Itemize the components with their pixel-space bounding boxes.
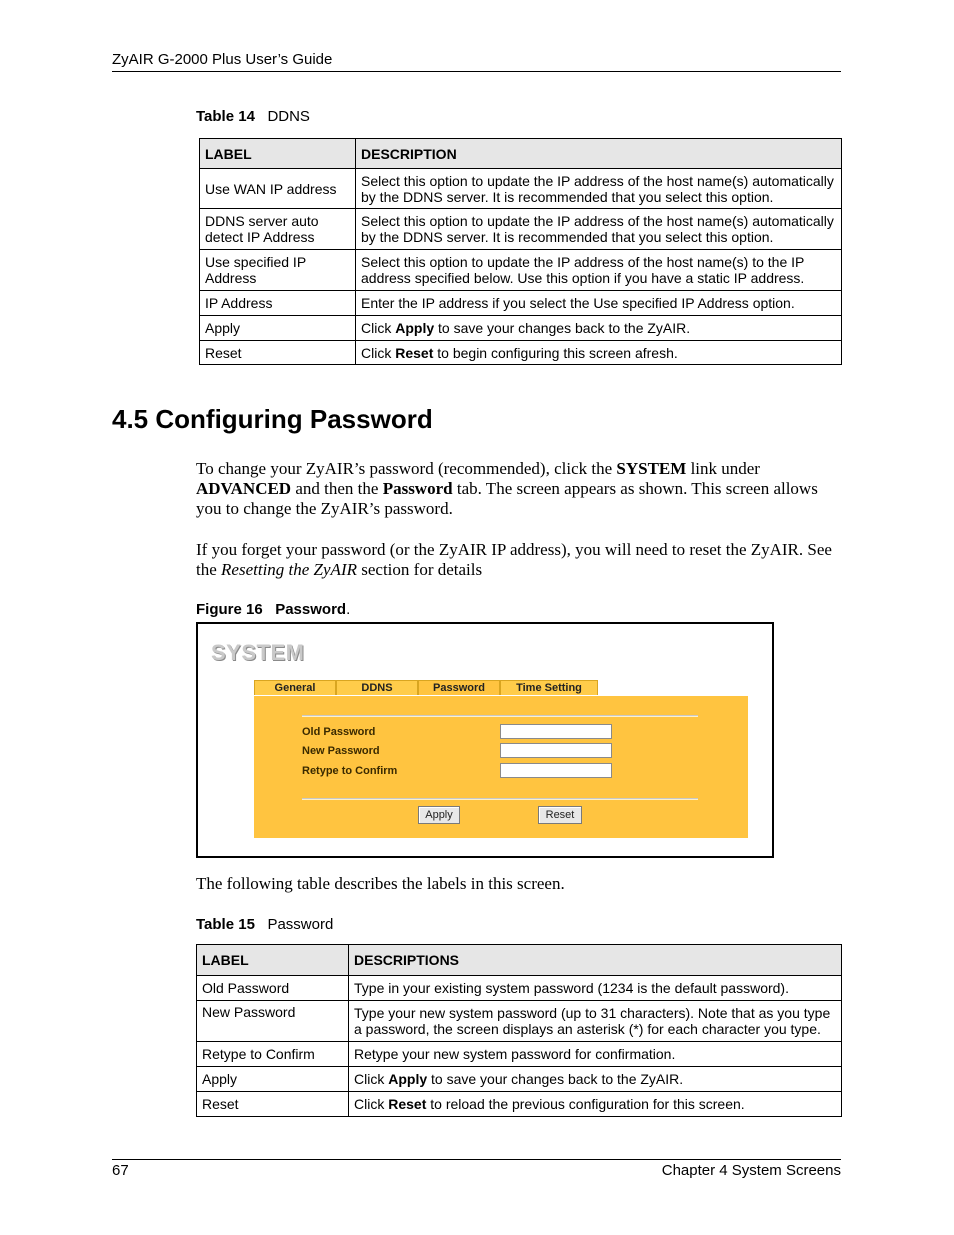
section-heading: 4.5 Configuring Password <box>112 404 433 434</box>
figure16-caption-title: Password <box>275 601 347 618</box>
row-label: Use WAN IP address <box>200 169 356 209</box>
table-row <box>200 250 842 291</box>
column-header-descriptions: DESCRIPTIONS <box>349 945 842 976</box>
table-row <box>200 209 842 250</box>
desc-text: Click <box>354 1071 389 1087</box>
desc-bold: Reset <box>388 1096 427 1112</box>
row-description: Select this option to update the IP address of the host name(s) to the IP address specified below. Use this option if you have a static IP address. <box>356 250 842 291</box>
ddns-table <box>199 138 842 365</box>
row-label: Use specified IP Address <box>200 250 356 291</box>
figure16-caption-number: Figure 16 <box>196 601 263 618</box>
text-run: If you forget your password (or the ZyAIR IP address), you will need to reset the ZyAIR. See the <box>196 540 832 579</box>
desc-bold: Apply <box>395 320 435 336</box>
desc-text: Click <box>361 320 396 336</box>
row-label: Reset <box>197 1092 349 1117</box>
table-row <box>197 1042 842 1067</box>
tab-time-setting[interactable]: Time Setting <box>500 680 598 695</box>
desc-bold: Reset <box>395 344 434 361</box>
table-header-row <box>197 945 842 976</box>
table-row <box>197 1067 842 1092</box>
table14-caption-number: Table 14 <box>196 108 255 125</box>
desc-text: to save your changes back to the ZyAIR. <box>427 1071 684 1087</box>
row-label: Apply <box>197 1067 349 1092</box>
password-form-panel <box>254 696 748 838</box>
table-row <box>197 1092 842 1117</box>
table15-caption-title: Password <box>267 916 334 933</box>
table-row <box>200 291 842 316</box>
row-description: Select this option to update the IP address of the host name(s) automatically by the DDNS server. It is recommended that you select this option. <box>356 169 842 209</box>
table-row <box>200 341 842 365</box>
table15-caption-number: Table 15 <box>196 916 255 933</box>
tab-general[interactable]: General <box>254 680 336 695</box>
desc-text: Click <box>354 1096 389 1112</box>
header-rule <box>112 71 841 72</box>
retype-confirm-label: Retype to Confirm <box>302 765 398 777</box>
row-description: Retype your new system password for confirmation. <box>349 1042 842 1067</box>
password-table <box>196 944 842 1117</box>
apply-button[interactable]: Apply <box>418 806 460 824</box>
table-intro-paragraph: The following table describes the labels in this screen. <box>196 874 565 893</box>
desc-text: to save your changes back to the ZyAIR. <box>434 320 691 336</box>
password-screen-figure <box>196 622 774 858</box>
retype-confirm-input[interactable] <box>500 763 612 778</box>
new-password-input[interactable] <box>500 743 612 758</box>
desc-text: Click <box>361 344 396 361</box>
row-description: Select this option to update the IP address of the host name(s) automatically by the DDNS server. It is recommended that you select this option. <box>356 209 842 250</box>
table-row <box>200 169 842 209</box>
row-description <box>356 341 842 365</box>
row-label: Apply <box>200 316 356 341</box>
row-label: Retype to Confirm <box>197 1042 349 1067</box>
row-description: Type your new system password (up to 31 characters). Note that as you type a password, the screen displays an asterisk (*) for each character you type. <box>349 1001 842 1042</box>
text-italic: Resetting the ZyAIR <box>221 560 357 579</box>
desc-text: to reload the previous configuration for this screen. <box>426 1096 745 1112</box>
reset-button[interactable]: Reset <box>538 806 582 824</box>
text-run: To change your ZyAIR’s password (recommended), click the <box>196 459 617 478</box>
table15-caption <box>196 916 333 933</box>
table-header-row <box>200 139 842 169</box>
column-header-label: LABEL <box>200 139 356 169</box>
tab-ddns[interactable]: DDNS <box>336 680 418 695</box>
row-label: IP Address <box>200 291 356 316</box>
tab-password[interactable]: Password <box>418 680 500 695</box>
system-screen-title: SYSTEM <box>211 640 305 665</box>
old-password-label: Old Password <box>302 726 376 738</box>
intro-paragraph <box>196 459 841 519</box>
chapter-title: Chapter 4 System Screens <box>661 1162 841 1179</box>
row-description: Type in your existing system password (1234 is the default password). <box>349 976 842 1001</box>
row-label: New Password <box>197 1001 349 1042</box>
new-password-label: New Password <box>302 745 380 757</box>
desc-bold: Apply <box>388 1071 428 1087</box>
text-bold: Password <box>382 479 453 498</box>
text-run: link under <box>686 459 760 478</box>
table-row <box>197 1001 842 1042</box>
old-password-input[interactable] <box>500 724 612 739</box>
row-description <box>349 1067 842 1092</box>
row-description: Enter the IP address if you select the Use specified IP Address option. <box>356 291 842 316</box>
column-header-label: LABEL <box>197 945 349 976</box>
table-row <box>200 316 842 341</box>
caption-period: . <box>346 601 351 618</box>
row-description <box>356 316 842 341</box>
text-run: and then the <box>291 479 383 498</box>
text-bold: ADVANCED <box>196 479 292 498</box>
table14-caption-title: DDNS <box>267 108 310 125</box>
desc-text: to begin configuring this screen afresh. <box>433 344 678 361</box>
text-bold: SYSTEM <box>616 459 687 478</box>
row-label: DDNS server auto detect IP Address <box>200 209 356 250</box>
divider <box>302 715 698 717</box>
row-label: Old Password <box>197 976 349 1001</box>
column-header-description: DESCRIPTION <box>356 139 842 169</box>
page-number: 67 <box>112 1162 129 1179</box>
table14-caption <box>196 108 310 125</box>
table-row <box>197 976 842 1001</box>
row-description <box>349 1092 842 1117</box>
running-header: ZyAIR G-2000 Plus User’s Guide <box>112 51 333 68</box>
text-run: tab. The screen appears as shown. This screen allows you to change the ZyAIR’s password. <box>196 479 818 518</box>
text-run: section for details <box>357 560 483 579</box>
footer-rule <box>112 1159 841 1160</box>
divider <box>302 798 698 800</box>
row-label: Reset <box>200 341 356 365</box>
reset-paragraph <box>196 540 841 580</box>
figure16-caption <box>196 601 350 618</box>
